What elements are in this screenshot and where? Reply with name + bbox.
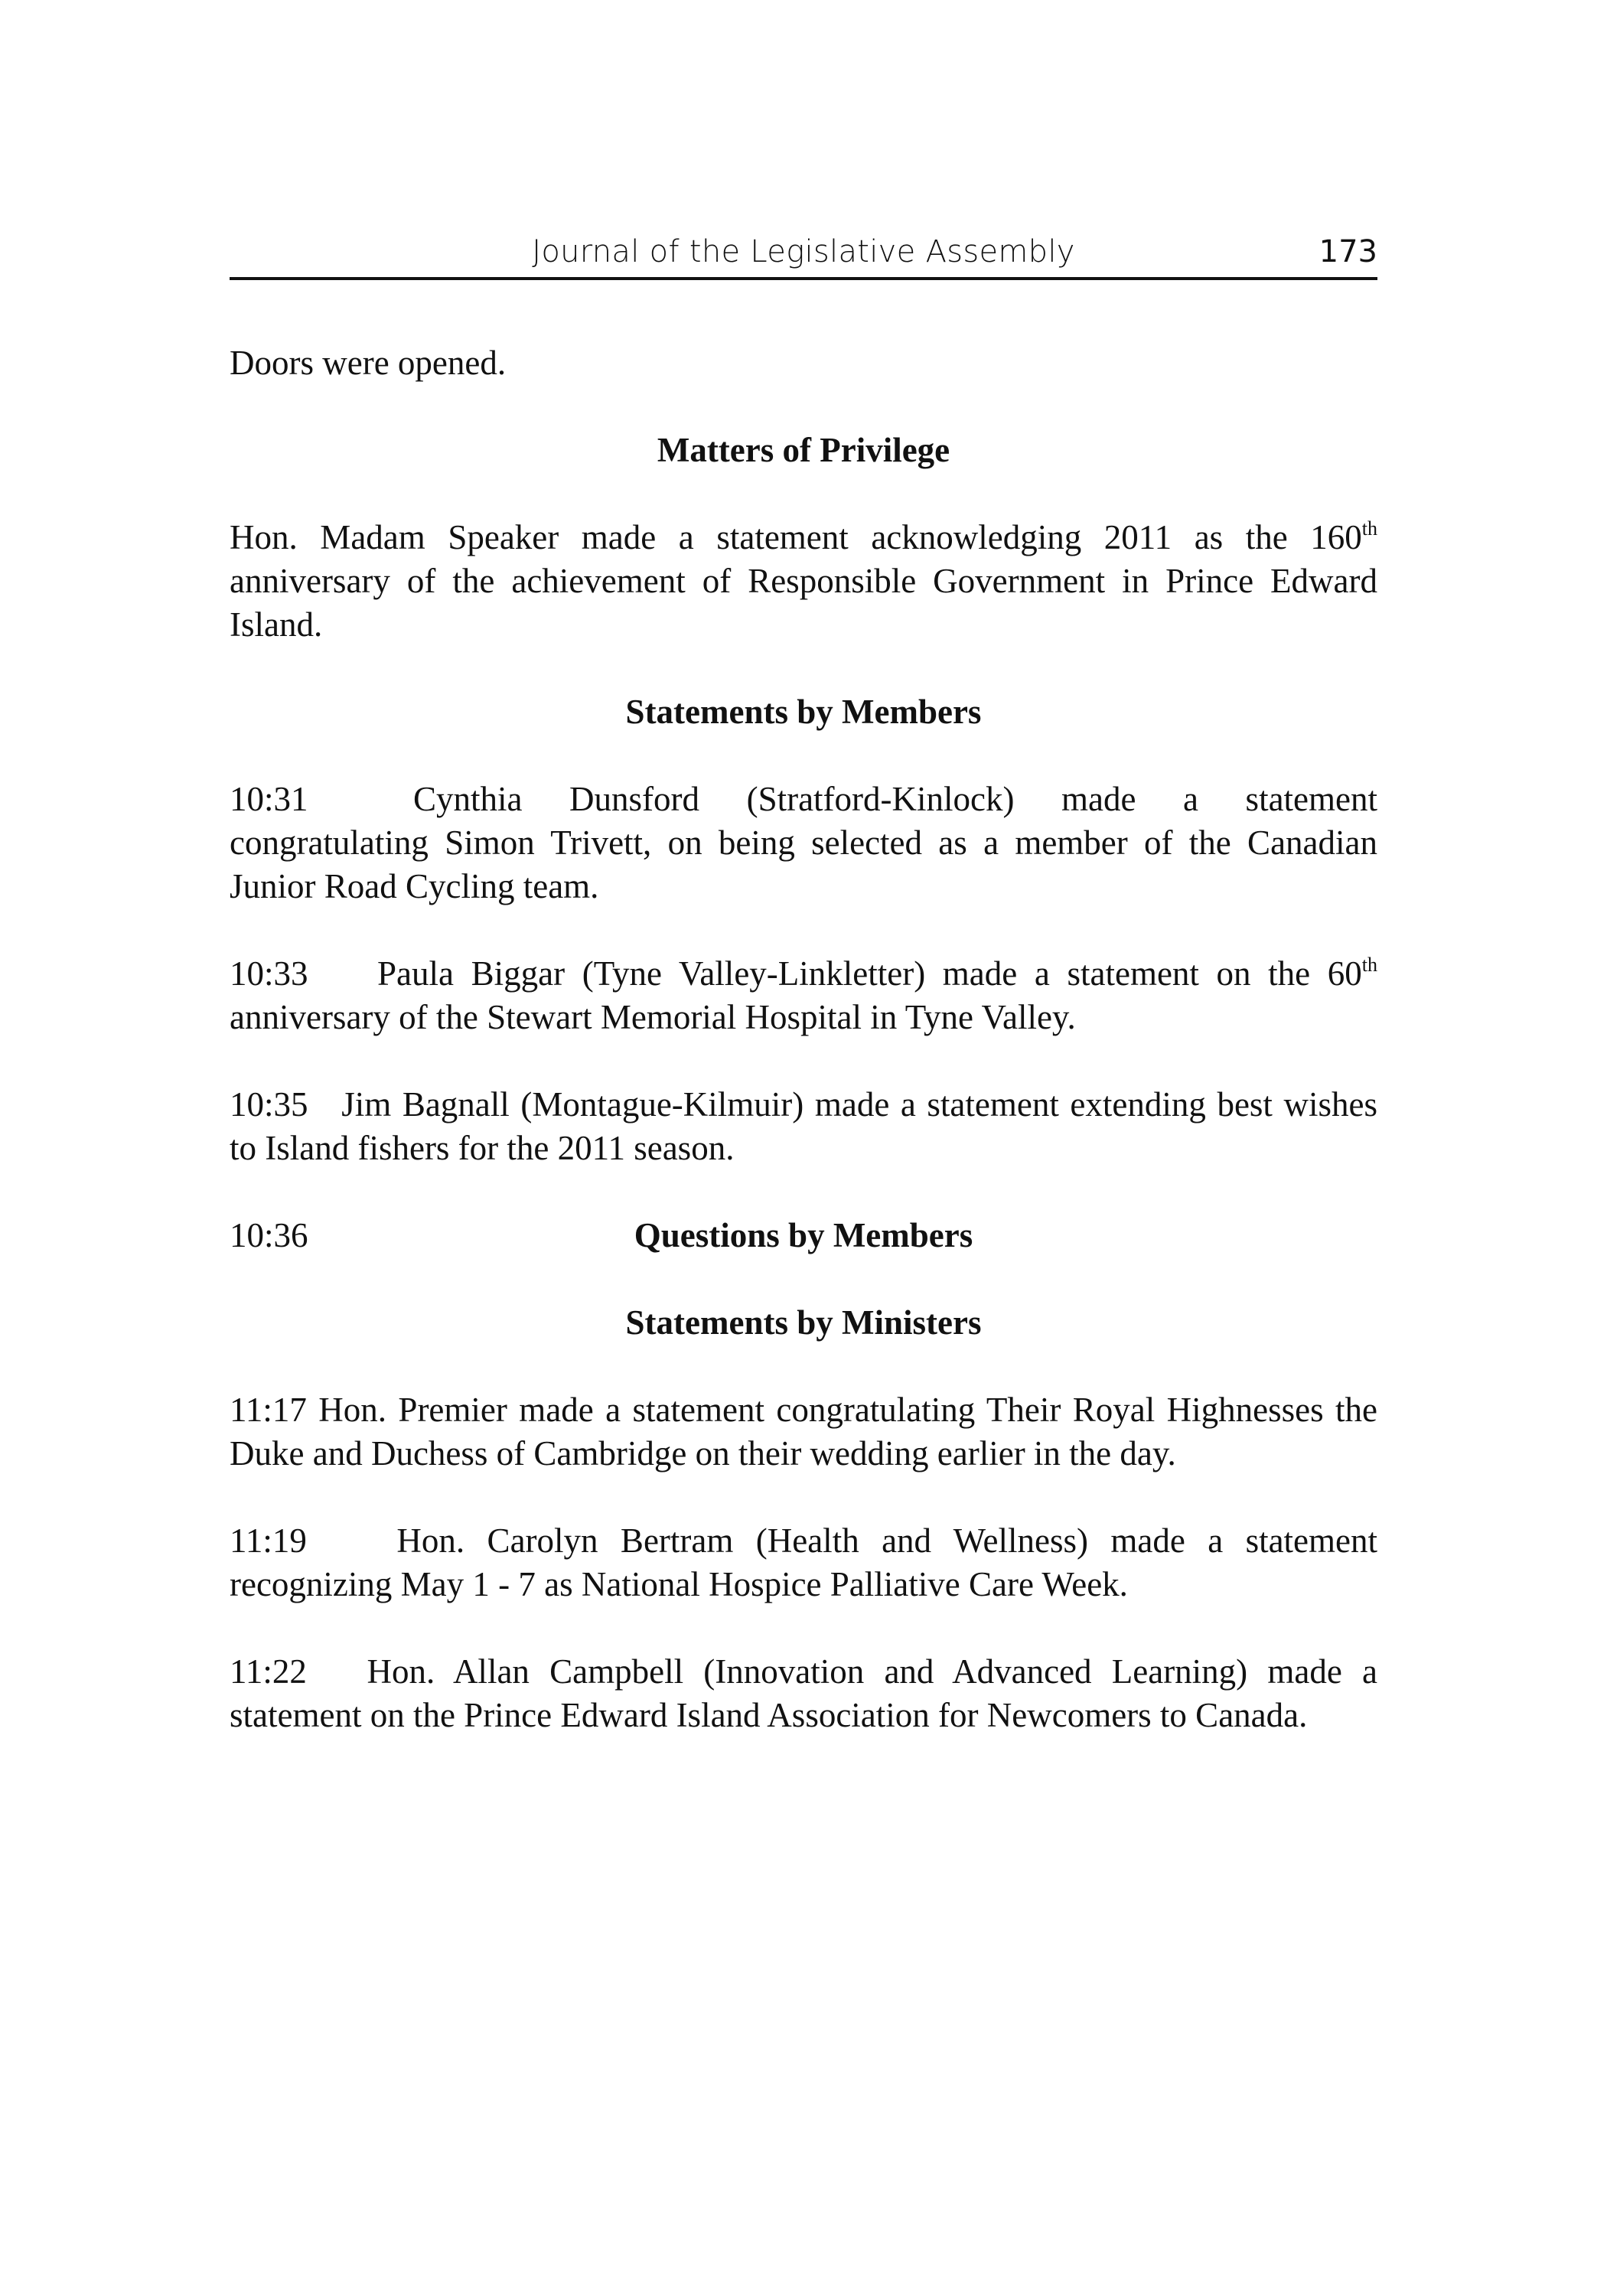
statement-time: 10:33: [230, 954, 308, 993]
statement-text: Hon. Allan Campbell (Innovation and Advanced Learning) made a statement on the Prince Edward Island Association for Newcomers to Canada.: [230, 1652, 1377, 1734]
minister-statement: [230, 1388, 1377, 1476]
statement-time: 11:17: [230, 1391, 307, 1429]
minister-statement: [230, 1519, 1377, 1606]
statement-time: 10:35: [230, 1085, 308, 1124]
statement-time: 10:31: [230, 780, 308, 818]
journal-body: [230, 341, 1377, 1737]
questions-by-members-heading: Questions by Members: [634, 1216, 973, 1254]
statements-by-members-heading: Statements by Members: [625, 693, 982, 731]
member-statement: [230, 952, 1377, 1039]
statement-text: Hon. Carolyn Bertram (Health and Wellness) made a statement recognizing May 1 - 7 as National Hospice Palliative Care Week.: [230, 1521, 1378, 1603]
page-number: 173: [1319, 234, 1377, 269]
statements-by-ministers-heading: Statements by Ministers: [625, 1303, 982, 1342]
running-header: [230, 230, 1377, 280]
privilege-text-end: anniversary of the achievement of Responsible Government in Prince Edward Island.: [230, 562, 1377, 644]
ordinal-suffix: th: [1361, 517, 1377, 540]
ordinal-suffix: th: [1361, 954, 1377, 976]
privilege-text-start: Hon. Madam Speaker made a statement acknowledging 2011 as the 160: [230, 518, 1362, 556]
statement-time: 11:22: [230, 1652, 307, 1691]
member-statement: [230, 1083, 1377, 1170]
questions-time: 10:36: [230, 1216, 308, 1254]
questions-by-members-row: [230, 1214, 1377, 1257]
journal-page: [230, 230, 1377, 1781]
minister-statement: [230, 1650, 1377, 1737]
doors-opened-note: Doors were opened.: [230, 344, 507, 382]
matters-of-privilege-heading: Matters of Privilege: [657, 431, 950, 469]
statement-text-end: anniversary of the Stewart Memorial Hospital in Tyne Valley.: [230, 998, 1076, 1036]
statement-text: Hon. Premier made a statement congratulating Their Royal Highnesses the Duke and Duchess of Cambridge on their wedding earlier in the day.: [230, 1391, 1378, 1473]
statement-text: Cynthia Dunsford (Stratford-Kinlock) made a statement congratulating Simon Trivett, on being selected as a member of the Canadian Junior Road Cycling team.: [230, 780, 1377, 905]
statement-time: 11:19: [230, 1521, 307, 1560]
statement-text-start: Paula Biggar (Tyne Valley-Linkletter) made a statement on the 60: [377, 954, 1362, 993]
journal-title: Journal of the Legislative Assembly: [532, 234, 1075, 269]
member-statement: [230, 778, 1377, 908]
privilege-statement: [230, 516, 1377, 647]
statement-text: Jim Bagnall (Montague-Kilmuir) made a statement extending best wishes to Island fishers for the 2011 season.: [230, 1085, 1377, 1167]
